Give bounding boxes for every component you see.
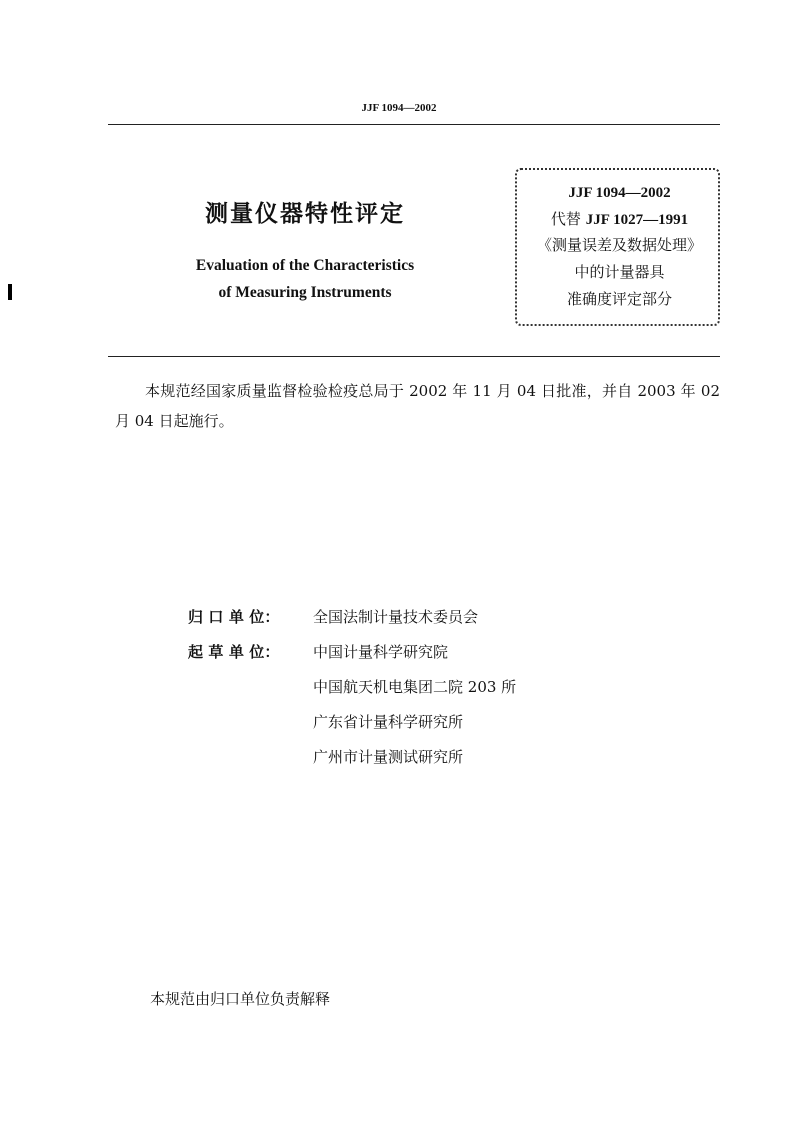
approval-statement: 本规范经国家质量监督检验检疫总局于 2002 年 11 月 04 日批准，并自 2003 年 02 月 04 日起施行。 (115, 382, 720, 430)
header-standard-code: JJF 1094—2002 (361, 102, 437, 114)
drafting-unit-row (188, 705, 516, 740)
drafting-unit-row (188, 740, 516, 775)
box-replaces-line (517, 210, 722, 229)
top-divider (108, 124, 720, 125)
replacement-info-box (515, 168, 720, 326)
units-section (188, 600, 516, 775)
interpretation-note: 本规范由归口单位负责解释 (150, 990, 331, 1008)
responsible-unit-label: 归 口 单 位： (188, 608, 280, 626)
box-standard-code: JJF 1094—2002 (568, 185, 671, 201)
drafting-unit-4: 广州市计量测试研究所 (313, 748, 464, 766)
drafting-unit-row (188, 670, 516, 705)
responsible-unit-value: 全国法制计量技术委员会 (313, 608, 479, 626)
drafting-unit-3: 广东省计量科学研究所 (313, 713, 464, 731)
drafting-unit-label: 起 草 单 位： (188, 643, 280, 661)
margin-mark (8, 284, 12, 300)
middle-divider (108, 356, 720, 357)
box-replaced-part-1: 中的计量器具 (574, 263, 665, 281)
box-replaced-part-2: 准确度评定部分 (566, 290, 672, 308)
chinese-title: 测量仪器特性评定 (205, 201, 405, 227)
box-replaced-document: 《测量误差及数据处理》 (536, 236, 702, 254)
box-replaces-prefix: 代替 (550, 210, 581, 228)
english-title-line-2: of Measuring Instruments (218, 284, 392, 301)
drafting-unit-2: 中国航天机电集团二院 203 所 (313, 678, 517, 696)
responsible-unit-row (188, 600, 516, 635)
english-title (155, 252, 455, 306)
drafting-unit-1: 中国计量科学研究院 (313, 643, 449, 661)
english-title-line-1: Evaluation of the Characteristics (195, 257, 415, 274)
box-replaced-code: JJF 1027—1991 (585, 212, 689, 228)
drafting-unit-row (188, 635, 516, 670)
